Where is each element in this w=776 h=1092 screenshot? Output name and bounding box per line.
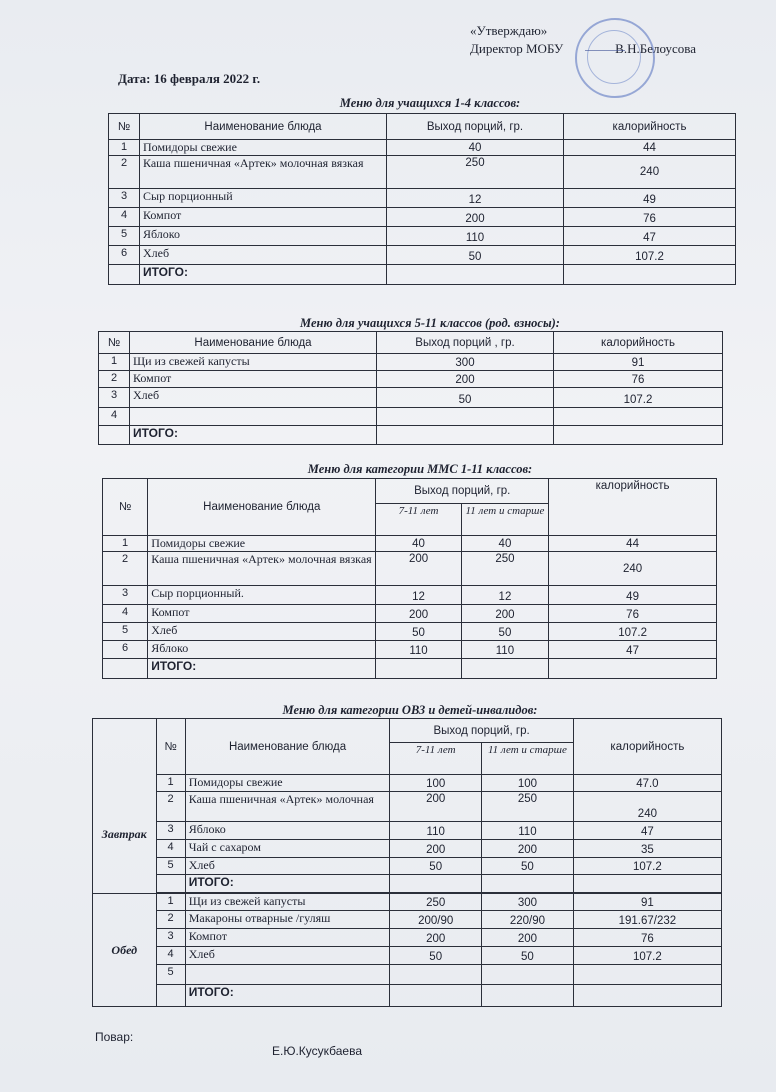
table-total-row: ИТОГО:: [93, 875, 722, 893]
t3-sub-7-11: 7-11 лет: [376, 504, 461, 536]
table-row: 2 Каша пшеничная «Артек» молочная вязкая 200 250 240: [103, 552, 717, 586]
table-row: 1 Щи из свежей капусты 300 91: [99, 354, 723, 371]
t4-h-cal: калорийность: [573, 719, 721, 775]
table-row: 4 Чай с сахаром 200 200 35: [93, 840, 722, 858]
table-row: 2 Каша пшеничная «Артек» молочная вязкая 250 240: [109, 156, 736, 189]
t4-sub-11plus: 11 лет и старше: [482, 743, 574, 775]
table-row: 4 Компот 200 200 76: [103, 605, 717, 623]
table4-caption: Меню для категории ОВЗ и детей-инвалидов:: [282, 703, 538, 717]
t4-h-name: Наименование блюда: [185, 719, 390, 775]
t1-h-name: Наименование блюда: [140, 114, 387, 140]
lunch-label: Обед: [93, 894, 157, 1007]
table2-caption: Меню для учащихся 5-11 классов (род. взносы):: [300, 316, 560, 330]
t2-h-name: Наименование блюда: [130, 332, 377, 354]
table-row: 6 Хлеб 50 107.2: [109, 246, 736, 265]
table-row: 6 Яблоко 110 110 47: [103, 641, 717, 659]
table-row: 2 Каша пшеничная «Артек» молочная 200 250 240: [93, 792, 722, 822]
table-total-row: ИТОГО:: [103, 659, 717, 679]
director-title: Директор МОБУ: [470, 41, 564, 56]
table2: [98, 331, 723, 445]
table-row: 5 Хлеб 50 50 107.2: [103, 623, 717, 641]
approve-title: «Утверждаю»: [470, 23, 548, 38]
table3-caption: Меню для категории ММС 1-11 классов:: [307, 462, 533, 476]
t1-h-cal: калорийность: [564, 114, 736, 140]
table-row: 3 Компот 200 200 76: [93, 929, 722, 947]
t3-h-name: Наименование блюда: [148, 479, 376, 536]
menu-date: Дата: 16 февраля 2022 г.: [118, 71, 261, 86]
table-row: 1 Помидоры свежие 40 44: [109, 140, 736, 156]
table-row: 5 Хлеб 50 50 107.2: [93, 858, 722, 875]
t3-h-cal: калорийность: [549, 479, 717, 536]
t2-h-num: №: [99, 332, 130, 354]
t4-sub-7-11: 7-11 лет: [390, 743, 482, 775]
table-row: 3 Сыр порционный 12 49: [109, 189, 736, 208]
breakfast-label: Завтрак: [93, 775, 157, 894]
table-row: 2 Макароны отварные /гуляш 200/90 220/90 191.67/232: [93, 911, 722, 929]
t3-h-num: №: [103, 479, 148, 536]
table-row: 4 Хлеб 50 50 107.2: [93, 947, 722, 965]
t4-h-portion: Выход порций, гр.: [390, 719, 573, 743]
table-row: 3 Яблоко 110 110 47: [93, 822, 722, 840]
t4-h-num: №: [156, 719, 185, 775]
table-total-row: ИТОГО:: [99, 426, 723, 445]
table1-caption: Меню для учащихся 1-4 классов:: [339, 96, 521, 110]
table-row: 2 Компот 200 76: [99, 371, 723, 388]
table-row: 3 Сыр порционный. 12 12 49: [103, 586, 717, 605]
cook-label: Повар:: [95, 1030, 134, 1044]
cook-name: Е.Ю.Кусукбаева: [272, 1044, 363, 1058]
table-row: 3 Хлеб 50 107.2: [99, 388, 723, 408]
table-row: 5 Яблоко 110 47: [109, 227, 736, 246]
t3-sub-11plus: 11 лет и старше: [461, 504, 548, 536]
table-row: 5: [93, 965, 722, 985]
t2-h-cal: калорийность: [554, 332, 723, 354]
t2-h-portion: Выход порций , гр.: [377, 332, 554, 354]
table-total-row: ИТОГО:: [109, 265, 736, 285]
table-row: Завтрак 1 Помидоры свежие 100 100 47.0: [93, 775, 722, 792]
table4: [92, 718, 722, 1007]
t1-h-num: №: [109, 114, 140, 140]
table1: [108, 113, 736, 285]
director-name: В.Н.Белоусова: [615, 41, 696, 56]
table-row: 4: [99, 408, 723, 426]
table-row: 4 Компот 200 76: [109, 208, 736, 227]
table-total-row: ИТОГО:: [93, 985, 722, 1007]
table-row: Обед 1 Щи из свежей капусты 250 300 91: [93, 894, 722, 911]
t1-h-portion: Выход порций, гр.: [387, 114, 564, 140]
table3: [102, 478, 717, 679]
signature: [585, 28, 625, 51]
table-row: 1 Помидоры свежие 40 40 44: [103, 536, 717, 552]
t3-h-portion: Выход порций, гр.: [376, 479, 549, 504]
